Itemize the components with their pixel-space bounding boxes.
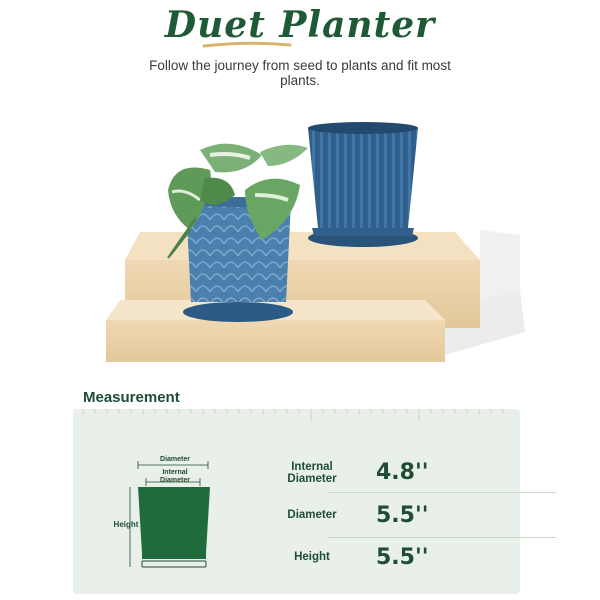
spec-label-diameter: Diameter <box>287 509 337 521</box>
spec-divider <box>328 537 556 538</box>
spec-value-height: 5.5'' <box>376 545 429 570</box>
ruler-ticks <box>73 409 520 423</box>
title-underline <box>202 40 292 50</box>
subtitle: Follow the journey from seed to plants and fit most plants. <box>149 58 451 88</box>
spec-label-internal-diameter: Internal Diameter <box>287 461 337 485</box>
spec-value-diameter: 5.5'' <box>376 503 429 528</box>
page-title: Duet Planter <box>164 4 436 46</box>
product-photo <box>0 100 600 380</box>
spec-label-height: Height <box>294 551 330 563</box>
diagram-height-label: Height <box>113 520 139 529</box>
pot-diagram <box>128 449 228 574</box>
diagram-diameter-label: Diameter <box>160 456 190 463</box>
diagram-internal-diameter-label: Internal Diameter <box>160 469 190 484</box>
measurement-card <box>73 409 520 594</box>
spec-divider <box>328 492 556 493</box>
measurement-heading: Measurement <box>83 389 180 406</box>
spec-value-internal-diameter: 4.8'' <box>376 460 429 485</box>
